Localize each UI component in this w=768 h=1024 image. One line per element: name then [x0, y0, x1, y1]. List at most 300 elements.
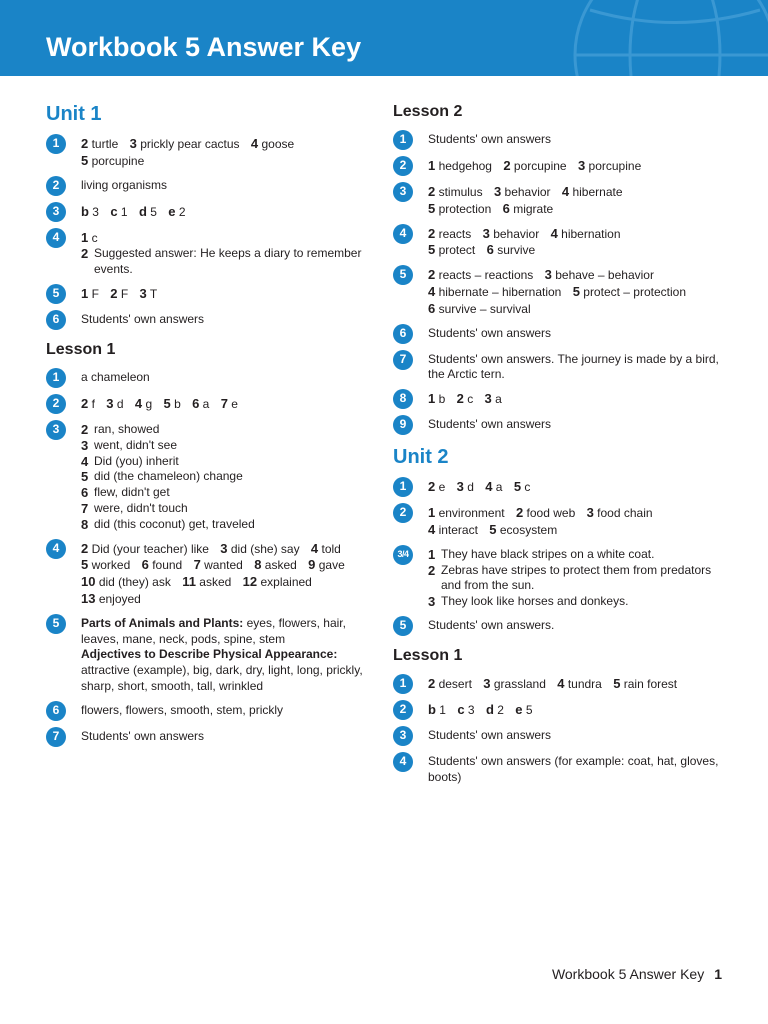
- exercise-item: [393, 326, 723, 344]
- exercise-number-badge: 4: [393, 224, 413, 244]
- item-number: 1: [428, 505, 436, 521]
- left-column: [46, 100, 376, 755]
- item-answer: found: [152, 558, 183, 573]
- item-number: 10: [81, 574, 96, 590]
- answer-line: [428, 391, 723, 408]
- item-answer: desert: [438, 676, 472, 691]
- exercise-item: [46, 286, 376, 304]
- answer-line: [428, 563, 723, 595]
- answer-item: [516, 506, 575, 520]
- exercise-item: [46, 312, 376, 330]
- answer-text: Students' own answers: [428, 132, 552, 146]
- item-number: 3: [484, 391, 492, 407]
- item-number: 2: [428, 675, 436, 691]
- item-number: 2: [428, 562, 436, 578]
- answer-line: [81, 517, 376, 533]
- item-number: 3: [129, 136, 137, 151]
- exercise-number-badge: 5: [393, 616, 413, 636]
- item-answer: behave – behavior: [555, 268, 654, 283]
- exercise-number-badge: 4: [46, 228, 66, 248]
- item-answer: porcupine: [588, 159, 642, 173]
- item-answer: environment: [438, 506, 505, 521]
- item-answer: Did (you) inherit: [94, 453, 179, 468]
- item-answer: a: [495, 480, 503, 495]
- item-answer: 1: [120, 204, 128, 219]
- answer-item: [483, 677, 546, 691]
- exercise-item: [393, 417, 723, 435]
- answer-item: [573, 285, 686, 299]
- item-answer: T: [149, 286, 158, 301]
- answer-item: [311, 542, 341, 556]
- answer-text: Students' own answers.: [428, 617, 555, 632]
- item-answer: behavior: [493, 226, 540, 241]
- exercise-number-badge: 3/4: [393, 545, 413, 565]
- exercise-answer: [428, 391, 723, 408]
- item-number: 1: [81, 285, 89, 301]
- answer-item: [457, 480, 474, 494]
- item-answer: turtle: [91, 137, 119, 151]
- answer-item: [428, 202, 491, 216]
- item-answer: 1: [439, 702, 446, 717]
- exercise-answer: [81, 230, 376, 278]
- exercise-answer: [428, 184, 723, 218]
- item-answer: survive: [497, 243, 536, 258]
- item-answer: did (the chameleon) change: [94, 469, 243, 484]
- answer-text: Students' own answers: [428, 417, 552, 432]
- answer-item: [489, 523, 557, 537]
- answer-item: [428, 677, 472, 691]
- answer-line: [81, 438, 376, 454]
- exercise-answer: [81, 286, 376, 303]
- item-number: 12: [242, 574, 258, 590]
- item-number: d: [138, 203, 147, 219]
- answer-item: [251, 137, 294, 151]
- category-words: attractive (example), big, dark, dry, light, long, prickly, sharp, short, smooth, tall, wrinkled: [81, 663, 363, 693]
- item-number: 3: [220, 540, 228, 556]
- exercise-number-badge: 4: [46, 539, 66, 559]
- answer-line: [428, 284, 723, 301]
- exercise-answer: [428, 158, 723, 175]
- item-answer: prickly pear cactus: [140, 137, 240, 151]
- item-number: 1: [428, 158, 436, 173]
- item-number: 5: [428, 242, 436, 258]
- item-answer: protect – protection: [583, 284, 686, 299]
- answer-line: [428, 479, 723, 496]
- answer-line: [428, 201, 723, 218]
- exercise-number-badge: 6: [46, 310, 66, 330]
- item-answer: b: [174, 396, 181, 411]
- answer-item: [551, 227, 621, 241]
- exercise-item: [46, 541, 376, 608]
- answer-line: [81, 230, 376, 247]
- item-answer: wanted: [204, 558, 243, 573]
- item-answer: porcupine: [91, 153, 145, 168]
- answer-text: Students' own answers: [81, 728, 205, 743]
- answer-text: living organisms: [81, 177, 168, 192]
- answer-item: [194, 558, 243, 572]
- exercise-answer: [428, 352, 723, 384]
- answer-line: [428, 547, 723, 563]
- item-answer: 2: [497, 702, 504, 717]
- exercise-item: [393, 754, 723, 786]
- item-number: 4: [250, 136, 259, 151]
- answer-line: [81, 591, 376, 608]
- answer-item: [81, 287, 99, 301]
- item-number: 2: [81, 246, 89, 262]
- answer-item: [457, 392, 474, 406]
- exercise-number-badge: 6: [46, 701, 66, 721]
- answer-line: [81, 286, 376, 303]
- answer-text: a chameleon: [81, 369, 150, 384]
- item-answer: survive – survival: [438, 301, 531, 316]
- item-number: 13: [81, 590, 96, 606]
- answer-item: [81, 231, 98, 245]
- item-answer: reacts: [438, 226, 472, 241]
- answer-item: [487, 243, 536, 257]
- exercise-answer: [428, 618, 723, 634]
- item-number: 9: [308, 557, 316, 573]
- item-number: 8: [81, 516, 89, 532]
- item-answer: f: [91, 396, 95, 411]
- item-answer: migrate: [513, 201, 554, 216]
- exercise-number-badge: 8: [393, 389, 413, 409]
- exercise-answer: [81, 422, 376, 533]
- exercise-item: [46, 230, 376, 278]
- item-number: 6: [192, 395, 200, 411]
- answer-item: [243, 575, 312, 589]
- item-answer: stimulus: [438, 185, 483, 199]
- item-answer: porcupine: [513, 159, 567, 173]
- answer-item: [110, 287, 128, 301]
- item-number: 5: [428, 200, 436, 216]
- answer-text: Students' own answers: [428, 727, 552, 742]
- answer-item: [494, 185, 551, 199]
- answer-item: [81, 558, 130, 572]
- answer-item: [130, 137, 240, 151]
- item-number: 2: [428, 479, 436, 495]
- exercise-answer: [428, 728, 723, 744]
- exercise-item: [393, 618, 723, 636]
- answer-line: [428, 158, 723, 175]
- answer-item: [483, 227, 540, 241]
- exercise-item: [393, 479, 723, 497]
- item-answer: e: [231, 396, 238, 411]
- exercise-answer: [81, 729, 376, 745]
- answer-item: [81, 575, 171, 589]
- item-number: 2: [428, 225, 436, 241]
- item-number: c: [110, 203, 118, 219]
- item-number: 5: [81, 557, 89, 573]
- exercise-number-badge: 3: [46, 420, 66, 440]
- item-number: 5: [513, 479, 522, 495]
- answer-line: [428, 226, 723, 243]
- answer-item: [428, 185, 483, 199]
- exercise-number-badge: 2: [393, 156, 413, 176]
- category-label: Adjectives to Describe Physical Appearance:: [81, 647, 338, 662]
- answer-item: [562, 185, 623, 199]
- item-number: e: [168, 203, 176, 219]
- item-number: 2: [81, 395, 89, 411]
- exercise-number-badge: 2: [393, 700, 413, 720]
- page-title: Workbook 5 Answer Key: [46, 32, 362, 62]
- category-label: Parts of Animals and Plants:: [81, 615, 244, 630]
- exercise-number-badge: 6: [393, 324, 413, 344]
- answer-paragraph: [81, 647, 376, 694]
- answer-line: [81, 485, 376, 501]
- answer-line: [428, 702, 723, 719]
- answer-item: [106, 397, 123, 411]
- item-number: b: [81, 203, 89, 219]
- answer-item: [613, 677, 677, 691]
- item-number: 7: [81, 500, 89, 516]
- page-header: [0, 0, 768, 76]
- answer-item: [457, 703, 474, 717]
- item-number: 3: [483, 675, 491, 691]
- item-number: 2: [110, 285, 118, 301]
- item-number: 2: [81, 540, 89, 556]
- item-number: 4: [557, 675, 565, 691]
- exercise-item: [393, 158, 723, 176]
- exercise-number-badge: 1: [393, 477, 413, 497]
- item-number: 2: [428, 184, 436, 199]
- exercise-item: [46, 136, 376, 170]
- answer-item: [428, 227, 471, 241]
- unit-heading: Unit 1: [46, 103, 102, 125]
- answer-line: [428, 505, 723, 522]
- exercise-answer: [81, 204, 376, 221]
- answer-item: [140, 287, 158, 301]
- category-words: eyes, flowers, hair, leaves, mane, neck, pods, spine, stem: [81, 615, 346, 646]
- answer-item: [135, 397, 152, 411]
- exercise-number-badge: 9: [393, 415, 413, 435]
- answer-line: [81, 574, 376, 591]
- item-answer: rain forest: [623, 676, 678, 691]
- item-number: 1: [428, 391, 436, 407]
- exercise-number-badge: 1: [46, 368, 66, 388]
- item-number: 3: [586, 505, 594, 521]
- exercise-answer: [428, 326, 723, 342]
- item-number: 5: [572, 283, 580, 299]
- answer-item: [254, 558, 297, 572]
- item-number: 5: [489, 521, 497, 537]
- exercise-number-badge: 2: [46, 176, 66, 196]
- exercise-answer: [428, 505, 723, 539]
- item-answer: did (she) say: [230, 541, 300, 556]
- answer-line: [81, 501, 376, 517]
- item-answer: goose: [261, 137, 295, 151]
- exercise-answer: [81, 178, 376, 194]
- answer-item: [428, 268, 533, 282]
- answer-item: [168, 205, 185, 219]
- item-answer: hibernate – hibernation: [438, 284, 562, 299]
- item-number: 1: [428, 546, 436, 562]
- answer-item: [485, 392, 502, 406]
- answer-item: [220, 542, 299, 556]
- answer-item: [428, 506, 505, 520]
- exercise-number-badge: 2: [46, 394, 66, 414]
- exercise-number-badge: 3: [393, 726, 413, 746]
- exercise-item: [393, 132, 723, 150]
- item-answer: Suggested answer: He keeps a diary to remember events.: [94, 246, 362, 277]
- item-answer: food chain: [597, 506, 653, 521]
- exercise-number-badge: 7: [46, 727, 66, 747]
- answer-item: [139, 205, 157, 219]
- answer-line: [428, 676, 723, 693]
- answer-line: [81, 469, 376, 485]
- item-number: 3: [544, 267, 552, 283]
- item-answer: hibernation: [561, 226, 621, 241]
- answer-item: [428, 703, 446, 717]
- answer-text: Students' own answers. The journey is made by a bird, the Arctic tern.: [428, 351, 719, 382]
- answer-line: [428, 522, 723, 539]
- answer-line: [428, 301, 723, 318]
- answer-item: [428, 302, 531, 316]
- exercise-item: [46, 422, 376, 533]
- page-number: 1: [714, 966, 722, 982]
- answer-item: [515, 703, 532, 717]
- exercise-answer: [428, 479, 723, 496]
- answer-text: Students' own answers (for example: coat, hat, gloves, boots): [428, 753, 719, 784]
- exercise-item: [46, 616, 376, 695]
- item-answer: 5: [150, 204, 157, 219]
- exercise-answer: [81, 703, 376, 719]
- item-answer: explained: [260, 575, 312, 590]
- item-answer: c: [91, 230, 98, 245]
- answer-item: [486, 703, 504, 717]
- item-answer: did (this coconut) get, traveled: [94, 516, 255, 531]
- item-answer: hedgehog: [438, 159, 492, 173]
- answer-item: [503, 159, 566, 173]
- item-answer: a: [202, 396, 210, 411]
- answer-item: [110, 205, 127, 219]
- item-answer: 2: [178, 204, 186, 219]
- item-answer: F: [120, 286, 129, 301]
- item-answer: Did (your teacher) like: [91, 541, 209, 556]
- exercise-item: [393, 702, 723, 720]
- exercise-number-badge: 3: [393, 182, 413, 202]
- answer-item: [81, 137, 118, 151]
- answer-line: [81, 136, 376, 153]
- exercise-item: [46, 370, 376, 388]
- item-number: 4: [561, 184, 570, 199]
- item-number: 2: [428, 267, 436, 283]
- item-answer: hibernate: [572, 185, 623, 199]
- item-number: 8: [254, 557, 262, 573]
- exercise-item: [393, 184, 723, 218]
- item-answer: c: [524, 480, 531, 495]
- item-number: 4: [310, 540, 319, 556]
- answer-item: [557, 677, 602, 691]
- answer-line: [81, 396, 376, 413]
- answer-line: [81, 246, 376, 278]
- answer-item: [81, 542, 209, 556]
- item-answer: a: [495, 392, 502, 407]
- exercise-item: [393, 352, 723, 384]
- unit-heading: Unit 2: [393, 446, 449, 469]
- item-number: 3: [139, 285, 147, 301]
- answer-item: [545, 268, 654, 282]
- item-answer: Zebras have stripes to protect them from predators and from the sun.: [441, 562, 712, 593]
- item-answer: They look like horses and donkeys.: [441, 594, 629, 609]
- exercise-answer: [81, 541, 376, 608]
- answer-line: [81, 204, 376, 221]
- item-number: 2: [81, 136, 89, 151]
- exercise-item: [393, 676, 723, 694]
- exercise-answer: [428, 754, 723, 786]
- item-number: e: [515, 701, 523, 717]
- answer-item: [514, 480, 531, 494]
- item-answer: behavior: [504, 185, 551, 199]
- item-number: 4: [134, 395, 143, 411]
- answer-item: [163, 397, 180, 411]
- exercise-number-badge: 5: [46, 284, 66, 304]
- exercise-item: [393, 547, 723, 610]
- item-answer: ecosystem: [499, 522, 558, 537]
- exercise-item: [46, 396, 376, 414]
- item-answer: protect: [438, 243, 476, 258]
- exercise-answer: [428, 676, 723, 693]
- item-answer: d: [467, 480, 474, 495]
- exercise-number-badge: 4: [393, 752, 413, 772]
- item-number: 4: [428, 521, 436, 537]
- exercise-number-badge: 3: [46, 202, 66, 222]
- exercise-number-badge: 5: [393, 265, 413, 285]
- item-answer: interact: [438, 522, 478, 537]
- exercise-answer: [81, 136, 376, 170]
- item-number: 6: [486, 242, 494, 258]
- item-answer: They have black stripes on a white coat.: [441, 546, 655, 561]
- exercise-item: [393, 267, 723, 317]
- answer-item: [81, 397, 95, 411]
- item-number: 5: [613, 675, 621, 691]
- item-number: 5: [163, 395, 171, 411]
- item-answer: 3: [92, 204, 99, 219]
- answer-item: [142, 558, 183, 572]
- item-number: 5: [81, 469, 89, 485]
- item-number: 3: [106, 395, 114, 411]
- item-number: 4: [550, 225, 558, 241]
- exercise-item: [393, 226, 723, 260]
- item-number: 4: [81, 453, 89, 469]
- answer-item: [81, 154, 144, 168]
- answer-item: [503, 202, 554, 216]
- right-column: [393, 100, 723, 794]
- exercise-answer: [428, 702, 723, 719]
- answer-line: [81, 454, 376, 470]
- answer-text: flowers, flowers, smooth, stem, prickly: [81, 702, 284, 717]
- answer-text: Students' own answers: [428, 325, 552, 340]
- lesson-heading: Lesson 1: [393, 646, 463, 664]
- item-number: 7: [193, 557, 201, 573]
- exercise-number-badge: 1: [393, 130, 413, 150]
- item-answer: gave: [318, 558, 345, 573]
- item-number: 3: [81, 437, 89, 453]
- footer-title: Workbook 5 Answer Key: [551, 966, 705, 982]
- answer-item: [221, 397, 238, 411]
- item-number: 3: [493, 184, 502, 199]
- answer-item: [587, 506, 653, 520]
- exercise-item: [46, 703, 376, 721]
- item-answer: enjoyed: [98, 591, 141, 606]
- exercise-number-badge: 1: [393, 674, 413, 694]
- exercise-answer: [81, 616, 376, 695]
- page-footer: [552, 964, 722, 984]
- item-number: 7: [220, 395, 228, 411]
- answer-item: [182, 575, 231, 589]
- exercise-item: [46, 204, 376, 222]
- exercise-answer: [428, 417, 723, 433]
- answer-line: [81, 557, 376, 574]
